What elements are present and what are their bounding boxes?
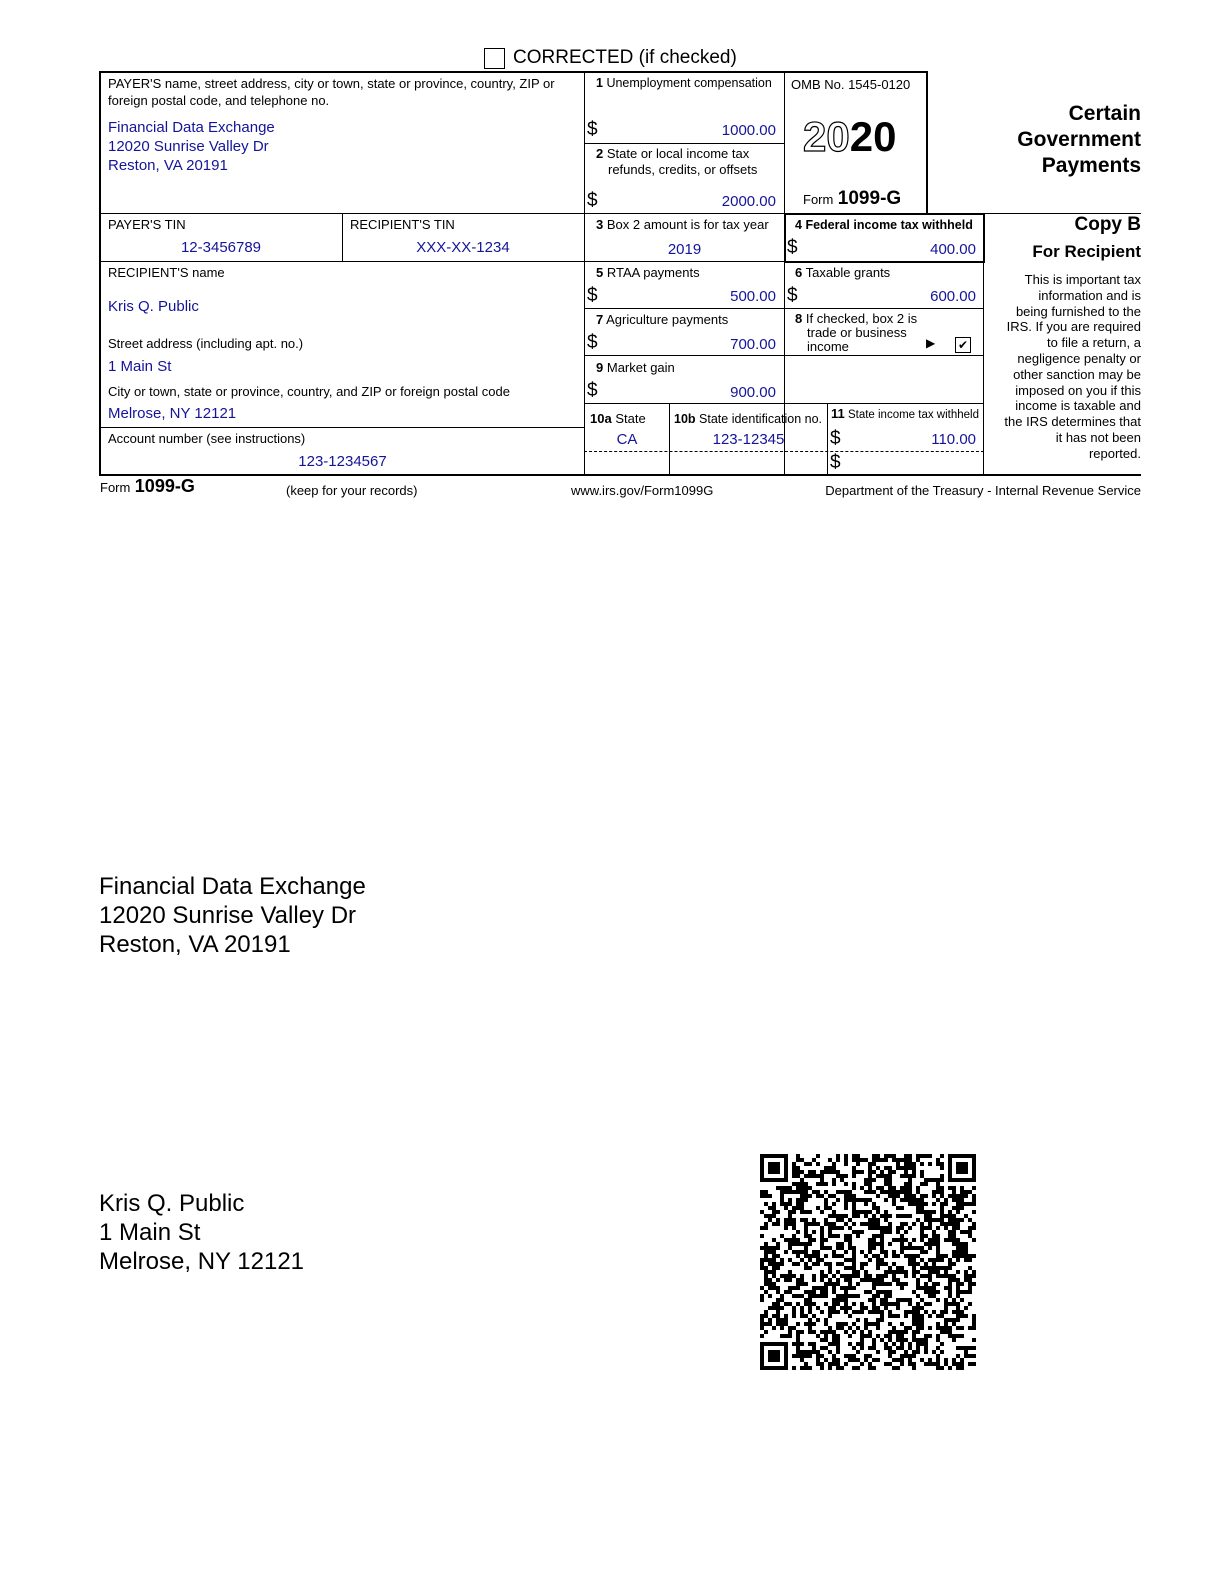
payer-name: Financial Data Exchange [108, 119, 275, 136]
box5-dollar: $ [587, 285, 598, 306]
form-id: Form 1099-G [803, 188, 902, 209]
footer-keep: (keep for your records) [286, 483, 418, 498]
copy-subtitle: For Recipient [1032, 242, 1141, 261]
box6-dollar: $ [787, 285, 798, 306]
box5-label: 5 RTAA payments [596, 265, 700, 280]
recipient-name-value: Kris Q. Public [108, 298, 199, 315]
box11-dollar: $ [830, 428, 841, 449]
city-value: Melrose, NY 12121 [108, 405, 237, 422]
box10b-label: 10b State identification no. [674, 412, 823, 426]
box11-value: 110.00 [931, 431, 976, 448]
mail-recipient-address: Kris Q. Public 1 Main St Melrose, NY 12121 [99, 1190, 305, 1275]
box2-value: 2000.00 [721, 193, 776, 210]
box8-arrow: ▶ [926, 336, 936, 350]
box11-label: 11 State income tax withheld [831, 406, 979, 421]
box1-value: 1000.00 [721, 122, 776, 139]
footer-form-id: Form 1099-G [100, 476, 195, 496]
box7-label: 7 Agriculture payments [596, 312, 729, 327]
box9-value: 900.00 [730, 384, 776, 401]
box10a-value: CA [616, 431, 638, 448]
corrected-checkbox[interactable] [484, 48, 505, 69]
street-label: Street address (including apt. no.) [108, 336, 304, 351]
copy-notice: This is important tax information and is being furnished to the IRS. If you are required to file a return, a negligence penalty or other sanction may be imposed on you if this income is taxable and the IRS determines that it has not been reported. [1004, 272, 1141, 461]
city-label: City or town, state or province, country, and ZIP or foreign postal code [108, 384, 510, 399]
recipient-tin-label: RECIPIENT'S TIN [350, 217, 455, 232]
box7-dollar: $ [587, 332, 598, 353]
box6-value: 600.00 [930, 288, 976, 305]
box1-label: 1 Unemployment compensation [596, 76, 772, 90]
footer-url[interactable]: www.irs.gov/Form1099G [571, 483, 714, 498]
box9-label: 9 Market gain [596, 360, 675, 375]
payer-street: 12020 Sunrise Valley Dr [108, 138, 269, 155]
box5-value: 500.00 [730, 288, 776, 305]
box4-dollar: $ [787, 237, 798, 258]
form-title: Certain Government Payments [1017, 102, 1141, 177]
box9-dollar: $ [587, 380, 598, 401]
box8-checkbox[interactable] [955, 337, 971, 353]
payer-city: Reston, VA 20191 [108, 157, 228, 174]
payer-tin-label: PAYER'S TIN [108, 217, 186, 232]
qr-code [760, 1154, 976, 1370]
corrected-label: CORRECTED (if checked) [513, 47, 737, 68]
box3-value: 2019 [667, 241, 702, 258]
copy-title: Copy B [1074, 214, 1141, 235]
box4-value: 400.00 [930, 241, 976, 258]
recipient-tin-value: XXX-XX-1234 [416, 239, 510, 256]
street-value: 1 Main St [108, 358, 172, 375]
recipient-name-label: RECIPIENT'S name [108, 265, 225, 280]
box10a-label: 10a State [590, 411, 646, 426]
box6-label: 6 Taxable grants [795, 265, 891, 280]
payer-tin-value: 12-3456789 [180, 239, 262, 256]
omb-number: OMB No. 1545-0120 [791, 77, 911, 92]
mail-sender-address: Financial Data Exchange 12020 Sunrise Valley Dr Reston, VA 20191 [99, 873, 366, 958]
tax-year: 2020 [803, 113, 897, 160]
footer-dept: Department of the Treasury - Internal Revenue Service [825, 483, 1141, 498]
box8-label: 8 If checked, box 2 is trade or business income [795, 311, 918, 354]
account-label: Account number (see instructions) [108, 431, 306, 446]
box4-label: 4 Federal income tax withheld [795, 218, 973, 232]
box11-dollar-2: $ [830, 452, 841, 473]
checkmark-icon: ✔ [957, 338, 969, 352]
box7-value: 700.00 [730, 336, 776, 353]
account-value: 123-1234567 [298, 453, 387, 470]
box2-label: 2 State or local income tax refunds, credits, or offsets [596, 146, 758, 177]
box3-label: 3 Box 2 amount is for tax year [596, 217, 769, 232]
box2-dollar: $ [587, 190, 598, 211]
box1-dollar: $ [587, 119, 598, 140]
box10b-value: 123-12345 [712, 431, 785, 448]
payer-label: PAYER'S name, street address, city or town, state or province, country, ZIP or foreign postal code, and telephone no. [108, 76, 555, 108]
